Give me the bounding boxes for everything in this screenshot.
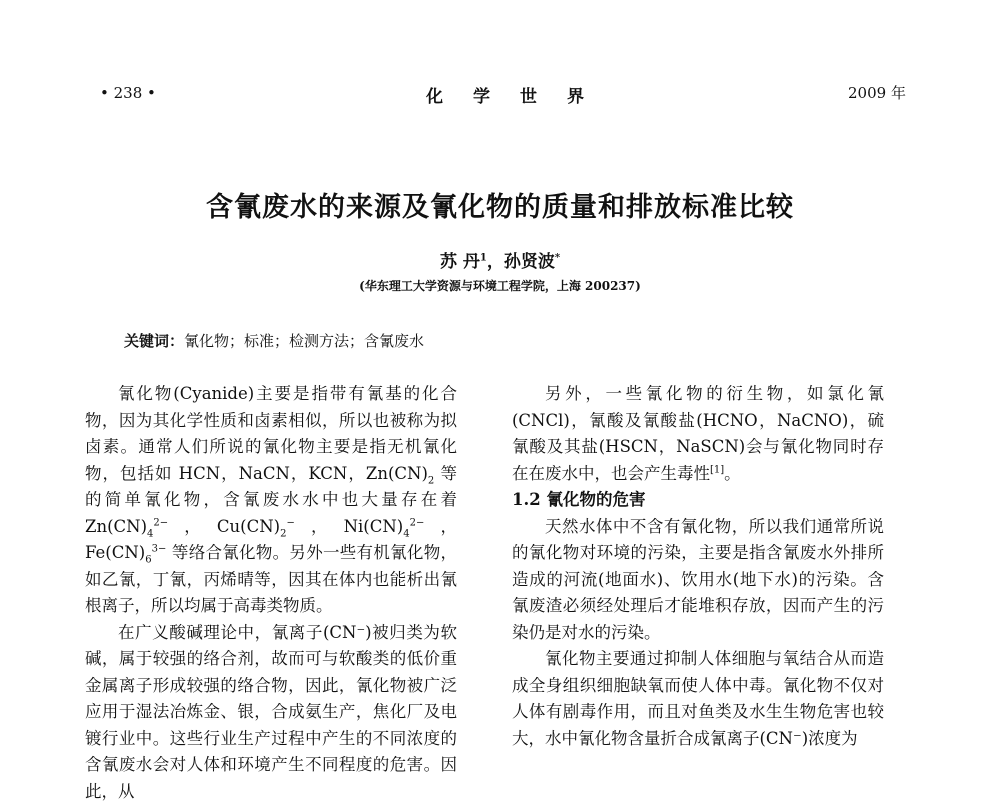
paragraph: 氰化物(Cyanide)主要是指带有氰基的化合物，因为其化学性质和卤素相似，所以也被称为拟卤素。通常人们所说的氰化物主要是指无机氰化物，包括如 HCN，NaCN，KCN，$Zn(CN)_2$ 等的简单氰化物，含氰废水水中也大量存在着 $Zn(CN)_4^{2-}$，$Cu(CN)_2^-$，$Ni(CN)_4^{2-}$，$Fe(CN)_6^{3-}$ 等络合氰化物。另外一些有机氰化物，如乙氰，丁氰，丙烯晴等，因其在体内也能析出氰根离子，所以均属于高毒类物质。 — [85, 381, 457, 620]
keywords-line — [124, 330, 424, 351]
paragraph: 天然水体中不含有氰化物，所以我们通常所说的氰化物对环境的污染，主要是指含氰废水外排所造成的河流(地面水)、饮用水(地下水)的污染。含氰废渣必须经处理后才能堆积存放，因而产生的污染仍是对水的污染。 — [512, 514, 884, 647]
author-1: 苏 丹 — [440, 252, 480, 272]
issue-year: 2009 年 — [848, 82, 906, 103]
keywords-label: 关键词： — [124, 332, 184, 350]
citation-ref: [1] — [710, 464, 724, 475]
paragraph: 另外，一些氰化物的衍生物，如氯化氰(CNCl)，氰酸及氰酸盐(HCNO，NaCNO)，硫氰酸及其盐(HSCN，NaSCN)会与氰化物同时存在在废水中，也会产生毒性[1]。 — [512, 381, 884, 487]
author-2: 孙贤波 — [504, 252, 555, 272]
article-title: 含氰废水的来源及氰化物的质量和排放标准比较 — [0, 185, 1000, 224]
paragraph: 在广义酸碱理论中，氰离子(CN⁻)被归类为软碱，属于较强的络合剂，故而可与软酸类的低价重金属离子形成较强的络合物，因此，氰化物被广泛应用于湿法冶炼金、银，合成氨生产，焦化厂及电镀行业中。这些行业生产过程中产生的不同浓度的含氰废水会对人体和环境产生不同程度的危害。因此，从 — [85, 620, 457, 805]
section-heading: 1.2 氰化物的危害 — [512, 487, 884, 514]
left-column — [85, 381, 457, 805]
paragraph: 氰化物主要通过抑制人体细胞与氧结合从而造成全身组织细胞缺氧而使人体中毒。氰化物不仅对人体有剧毒作用，而且对鱼类及水生生物危害也较大，水中氰化物含量折合成氰离子(CN⁻)浓度为 — [512, 646, 884, 752]
right-column — [512, 381, 884, 752]
authors — [0, 247, 1000, 272]
journal-name: 化学世界 — [426, 82, 614, 107]
keywords-list: 氰化物；标准；检测方法；含氰废水 — [184, 332, 424, 350]
author-2-mark: * — [555, 252, 560, 263]
author-separator: ， — [487, 252, 504, 272]
affiliation: (华东理工大学资源与环境工程学院，上海 200237) — [0, 277, 1000, 294]
page-number: • 238 • — [100, 84, 156, 102]
author-1-mark: 1 — [480, 252, 487, 263]
